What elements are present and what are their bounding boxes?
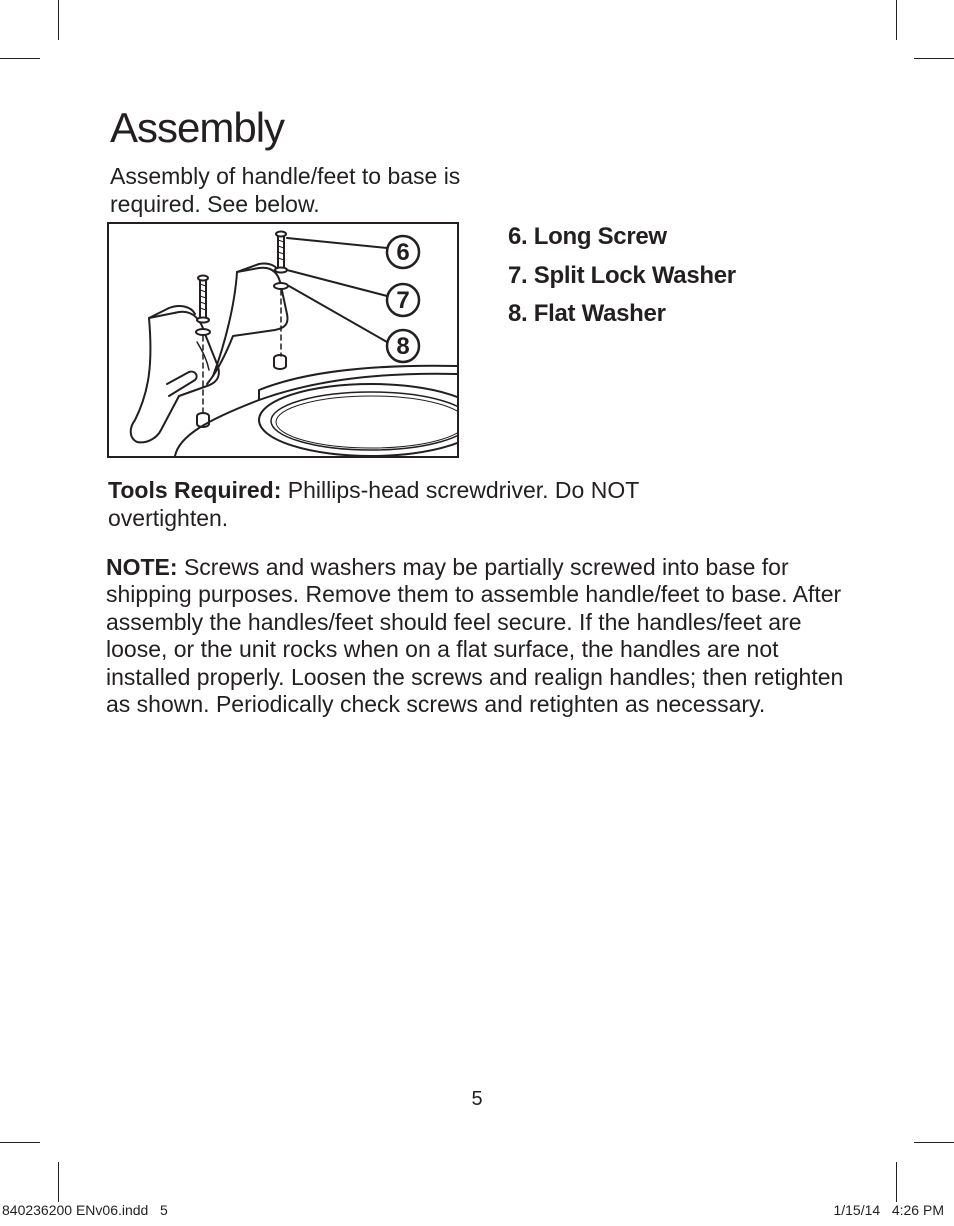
- crop-mark: [0, 1142, 40, 1143]
- note-lead: NOTE:: [106, 554, 178, 580]
- intro-text: Assembly of handle/feet to base is required. See below.: [110, 163, 461, 217]
- assembly-diagram: [107, 222, 459, 458]
- page-number: 5: [471, 1088, 483, 1110]
- long-screw-left: [198, 276, 208, 319]
- crop-mark: [58, 1162, 59, 1202]
- flat-washer: [274, 283, 288, 289]
- callout-7: [387, 284, 419, 316]
- crop-mark: [914, 58, 954, 59]
- tools-required-lead: Tools Required:: [108, 477, 282, 503]
- page-title: Assembly: [110, 104, 285, 151]
- tools-required: [108, 476, 748, 532]
- parts-list-item: 6. Long Screw: [508, 223, 667, 250]
- parts-list-item: 7. Split Lock Washer: [508, 261, 736, 289]
- parts-list-item: 8. Flat Washer: [508, 300, 666, 327]
- crop-mark: [896, 1162, 897, 1202]
- parts-list: [508, 218, 736, 334]
- callout-6-label: 6: [396, 239, 410, 266]
- note-text: Screws and washers may be partially screwed into base for shipping purposes. Remove them to assemble handle/feet to base. After assembly the handles/feet should feel secure. If the handles/feet are loose, or the unit rocks when on a flat surface, the handles are not installed properly. Loosen the screws and realign handles; then retighten as shown. Periodically check screws and retighten as necessary.: [106, 554, 844, 718]
- tools-required-text: Phillips-head screwdriver. Do NOT overtighten.: [108, 477, 639, 531]
- crop-mark: [896, 0, 897, 40]
- callout-8: [387, 330, 419, 362]
- callout-8-label: 8: [396, 333, 410, 360]
- crop-mark: [58, 0, 59, 40]
- crop-mark: [0, 58, 40, 59]
- note-paragraph: [106, 554, 858, 718]
- callout-7-label: 7: [396, 287, 410, 314]
- slug-date-info: 1/15/14 4:26 PM: [833, 1202, 944, 1218]
- crop-mark: [914, 1142, 954, 1143]
- long-screw-right: [276, 232, 286, 269]
- slug-file-info: 840236200 ENv06.indd 5: [2, 1202, 168, 1218]
- callout-6: [387, 236, 419, 268]
- split-lock-washer: [275, 268, 287, 273]
